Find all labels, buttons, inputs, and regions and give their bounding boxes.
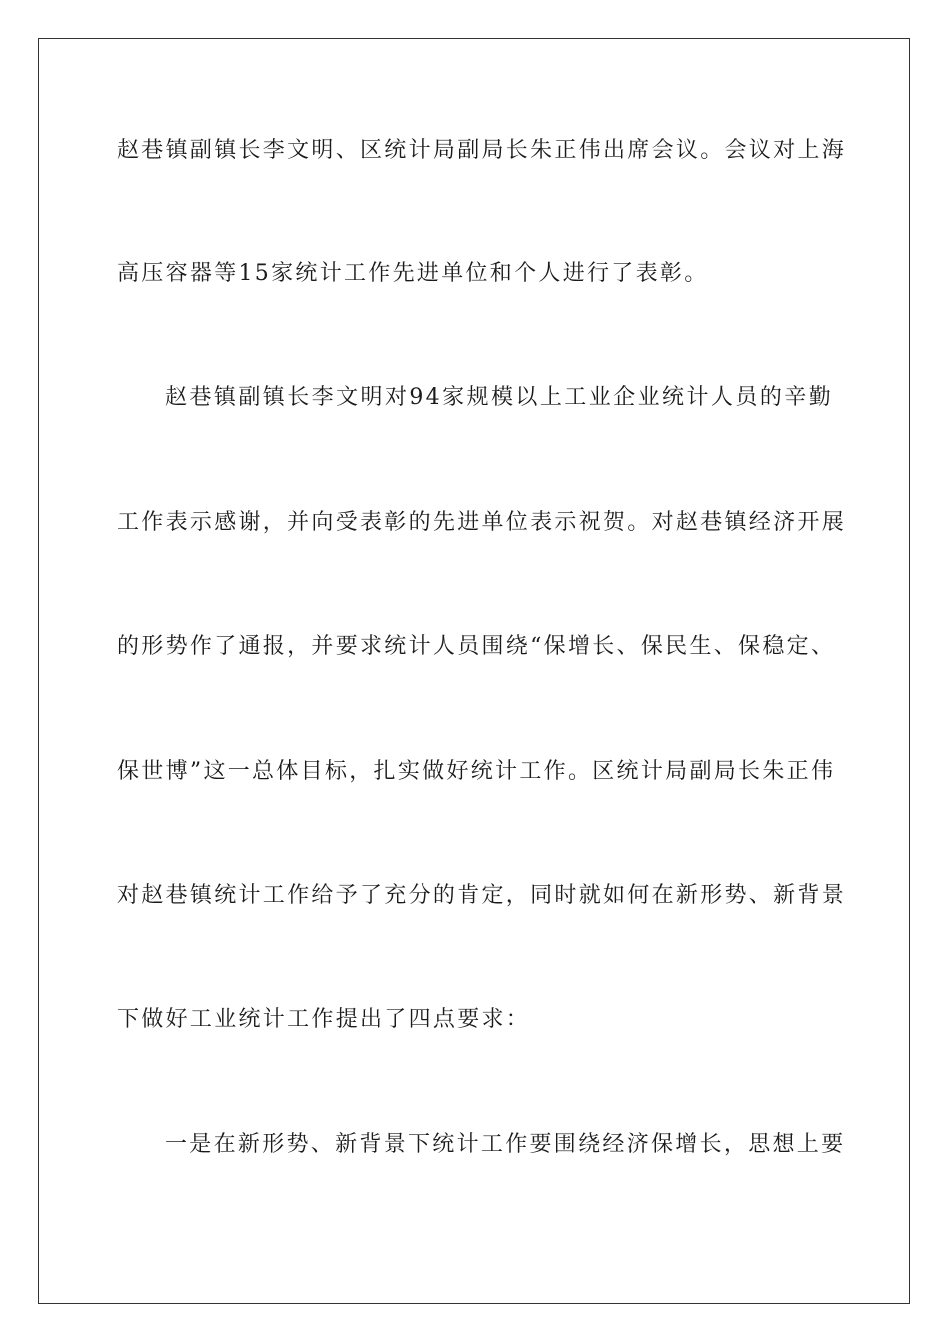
text-line-2: 高压容器等15家统计工作先进单位和个人进行了表彰。 [117, 261, 709, 286]
text-line-5: 的形势作了通报，并要求统计人员围绕“保增长、保民生、保稳定、 [117, 634, 836, 659]
text-line-4: 工作表示感谢，并向受表彰的先进单位表示祝贺。对赵巷镇经济开展 [117, 510, 847, 535]
text-line-7: 对赵巷镇统计工作给予了充分的肯定，同时就如何在新形势、新背景 [117, 883, 847, 908]
text-line-9: 一是在新形势、新背景下统计工作要围绕经济保增长，思想上要 [165, 1132, 846, 1157]
text-line-1: 赵巷镇副镇长李文明、区统计局副局长朱正伟出席会议。会议对上海 [117, 138, 847, 163]
page-border [38, 38, 910, 1304]
text-line-8: 下做好工业统计工作提出了四点要求： [117, 1007, 531, 1032]
text-line-3: 赵巷镇副镇长李文明对94家规模以上工业企业统计人员的辛勤 [165, 385, 833, 410]
text-line-6: 保世博”这一总体目标，扎实做好统计工作。区统计局副局长朱正伟 [117, 759, 836, 784]
